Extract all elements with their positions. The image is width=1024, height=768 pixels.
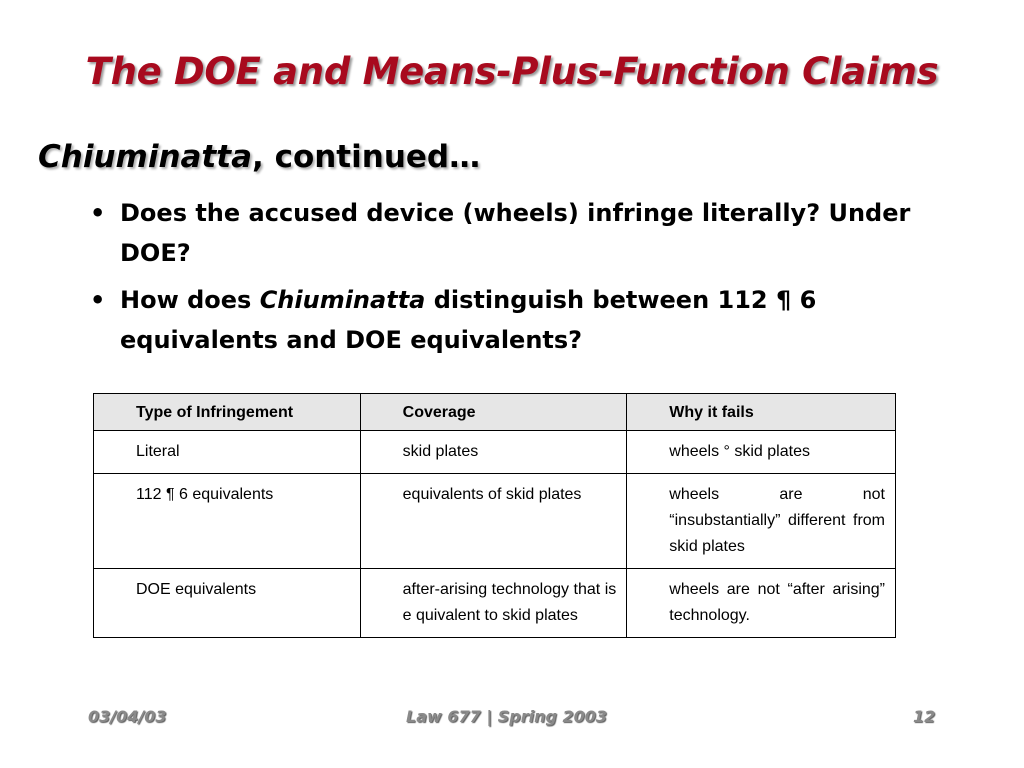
bullet-text: Does the accused device (wheels) infringe literally? Under DOE?: [120, 199, 911, 267]
bullet-text-pre: How does: [120, 286, 260, 314]
bullet-list: [90, 193, 970, 367]
bullet-item: [90, 193, 970, 273]
cell-why-fails: wheels are not “after arising” technology.: [627, 569, 896, 638]
cell-coverage: after-arising technology that is e quivalent to skid plates: [360, 569, 627, 638]
table-row: [94, 569, 896, 638]
header-type: Type of Infringement: [94, 394, 361, 431]
subheading: [38, 139, 480, 175]
cell-coverage: skid plates: [360, 431, 627, 474]
cell-coverage: equivalents of skid plates: [360, 474, 627, 569]
subheading-continued: , continued…: [252, 139, 481, 175]
bullet-icon: •: [90, 286, 106, 314]
footer-page-number: 12: [913, 707, 936, 726]
table-row: [94, 474, 896, 569]
bullet-icon: •: [90, 199, 106, 227]
slide-title: The DOE and Means-Plus-Function Claims: [85, 50, 939, 93]
cell-type: Literal: [94, 431, 361, 474]
header-why-fails: Why it fails: [627, 394, 896, 431]
table-header-row: [94, 394, 896, 431]
footer-date: 03/04/03: [88, 707, 167, 726]
table-row: [94, 431, 896, 474]
header-coverage: Coverage: [360, 394, 627, 431]
cell-type: 112 ¶ 6 equivalents: [94, 474, 361, 569]
footer-course: Law 677 | Spring 2003: [406, 707, 608, 726]
subheading-case-name: Chiuminatta: [38, 139, 252, 175]
infringement-table: [93, 393, 896, 638]
bullet-item: [90, 280, 970, 360]
cell-why-fails: wheels ° skid plates: [627, 431, 896, 474]
bullet-text-post: distinguish between 112 ¶ 6 equivalents and DOE equivalents?: [120, 286, 817, 354]
cell-why-fails: wheels are not “insubstantially” different from skid plates: [627, 474, 896, 569]
bullet-case-name: Chiuminatta: [259, 286, 426, 314]
cell-type: DOE equivalents: [94, 569, 361, 638]
